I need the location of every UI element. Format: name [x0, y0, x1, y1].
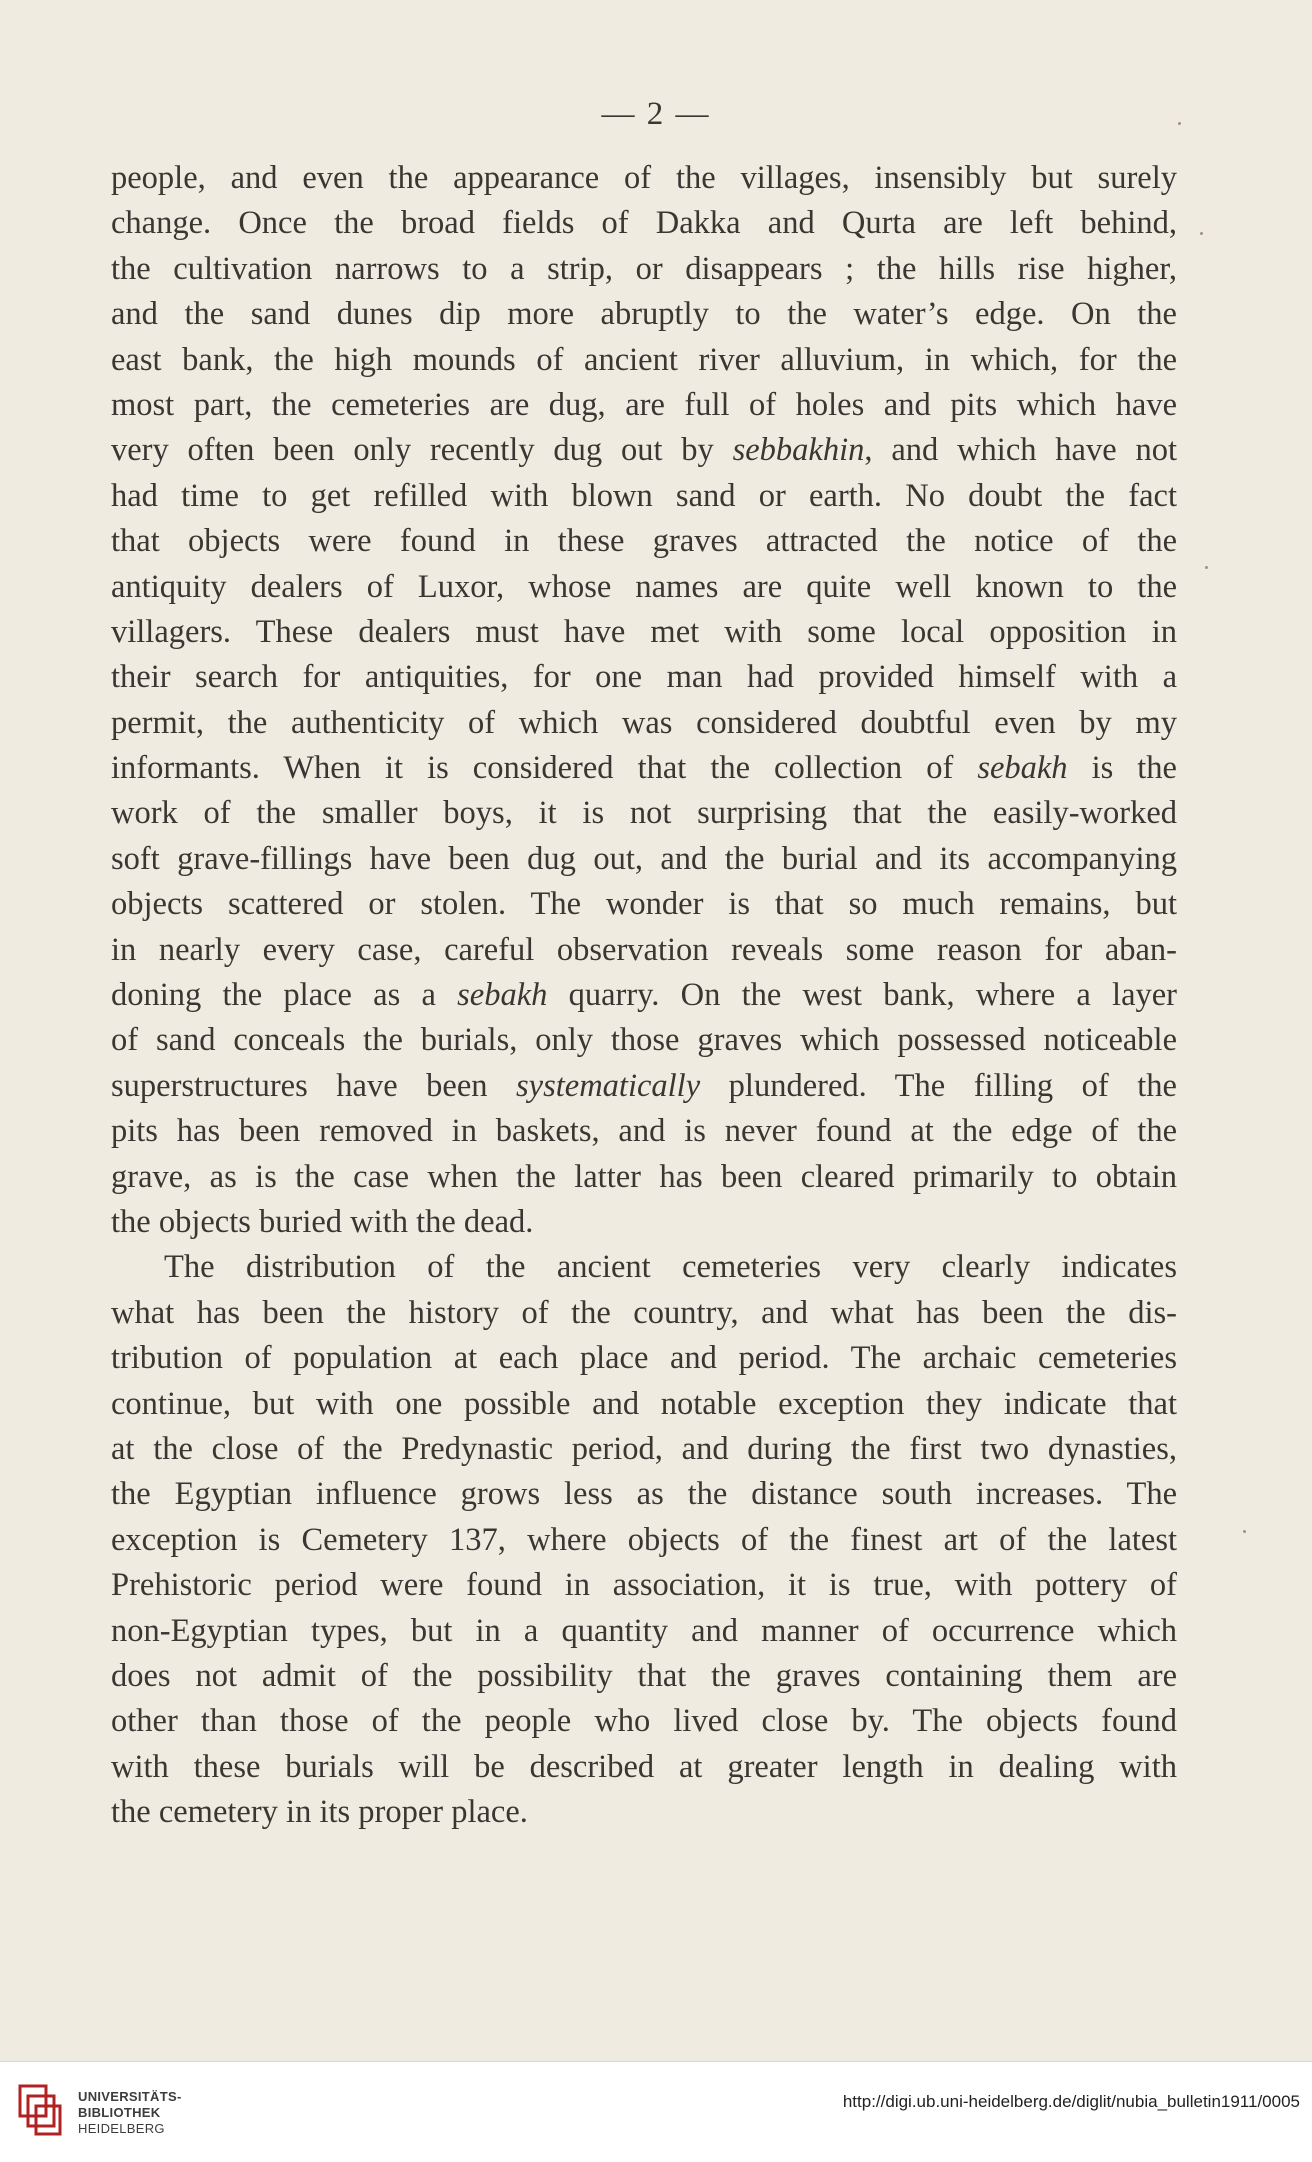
text-line: the cemetery in its proper place. — [111, 1794, 528, 1831]
italic-term: sebakh — [457, 977, 548, 1014]
text-line: permit, the authenticity of which was considered doubtful even by my — [111, 704, 1177, 741]
text-line: the cultivation narrows to a strip, or disappears ; the hills rise higher, — [111, 250, 1177, 287]
text-line: people, and even the appearance of the villages, insensibly but surely — [111, 160, 1177, 196]
viewer-footer — [0, 2061, 1312, 2162]
text-line: pits has been removed in baskets, and is never found at the edge of the — [111, 1113, 1177, 1150]
university-library-logo-icon[interactable] — [18, 2082, 64, 2138]
text-line: and the sand dunes dip more abruptly to the water’s edge. On the — [111, 296, 1177, 333]
text-line: other than those of the people who lived close by. The objects found — [111, 1703, 1177, 1740]
text-line: at the close of the Predynastic period, and during the first two dynasties, — [111, 1430, 1177, 1467]
text-line: tribution of population at each place and period. The archaic cemeteries — [111, 1340, 1177, 1377]
text-line: the objects buried with the dead. — [111, 1203, 534, 1240]
paper-speck — [1205, 566, 1208, 569]
text-line: grave, as is the case when the latter has been cleared primarily to obtain — [111, 1158, 1177, 1195]
text-line: that objects were found in these graves attracted the notice of the — [111, 523, 1177, 560]
text-line: objects scattered or stolen. The wonder is that so much remains, but — [111, 886, 1177, 923]
text-line — [111, 1064, 1177, 1109]
text-segment: plundered. The filling of the — [700, 1067, 1177, 1104]
body-text — [111, 156, 1177, 1835]
text-line: what has been the history of the country, and what has been the dis- — [111, 1294, 1177, 1331]
library-name-line: UNIVERSITÄTS- — [78, 2089, 182, 2104]
text-line: their search for antiquities, for one man had provided himself with a — [111, 659, 1177, 696]
paper-speck — [1200, 232, 1203, 235]
text-line: does not admit of the possibility that the graves containing them are — [111, 1657, 1177, 1694]
text-segment: doning the place as a — [111, 977, 458, 1014]
text-line: in nearly every case, careful observation reveals some reason for aban- — [111, 931, 1177, 968]
text-line: most part, the cemeteries are dug, are full of holes and pits which have — [111, 386, 1177, 423]
text-line: east bank, the high mounds of ancient river alluvium, in which, for the — [111, 341, 1177, 378]
text-segment: very often been only recently dug out by — [111, 432, 733, 469]
italic-term: sebbakhin — [732, 432, 865, 469]
text-line — [111, 746, 1177, 791]
page-number: — 2 — — [601, 96, 711, 132]
text-line: work of the smaller boys, it is not surprising that the easily-worked — [111, 795, 1177, 832]
paper-speck — [1243, 1530, 1246, 1533]
text-line: villagers. These dealers must have met with some local opposition in — [111, 613, 1177, 650]
text-segment: is the — [1067, 750, 1177, 787]
text-line: the Egyptian influence grows less as the distance south increases. The — [111, 1476, 1177, 1513]
paper-speck — [1178, 122, 1181, 125]
text-line: The distribution of the ancient cemeteries very clearly indicates — [164, 1249, 1177, 1286]
text-line: of sand conceals the burials, only those graves which possessed noticeable — [111, 1022, 1177, 1059]
text-line: soft grave-fillings have been dug out, and the burial and its accompanying — [111, 840, 1177, 877]
text-line: Prehistoric period were found in association, it is true, with pottery of — [111, 1567, 1177, 1604]
text-line: antiquity dealers of Luxor, whose names are quite well known to the — [111, 568, 1177, 605]
text-segment: , and which have not — [864, 432, 1178, 469]
text-line — [111, 973, 1177, 1018]
italic-term: sebakh — [977, 750, 1068, 787]
text-line: continue, but with one possible and notable exception they indicate that — [111, 1385, 1177, 1422]
library-name — [78, 2089, 182, 2137]
text-segment: informants. When it is considered that the collection of — [111, 750, 978, 787]
text-line: non-Egyptian types, but in a quantity and manner of occurrence which — [111, 1612, 1177, 1649]
text-line: had time to get refilled with blown sand or earth. No doubt the fact — [111, 477, 1177, 514]
permalink-url[interactable]: http://digi.ub.uni-heidelberg.de/diglit/nubia_bulletin1911/0005 — [842, 2092, 1300, 2111]
library-name-line: BIBLIOTHEK — [78, 2105, 161, 2120]
text-line: with these burials will be described at greater length in dealing with — [111, 1748, 1177, 1785]
library-name-line: HEIDELBERG — [78, 2121, 165, 2136]
text-line — [111, 428, 1177, 473]
text-segment: superstructures have been — [111, 1067, 517, 1104]
italic-term: systematically — [516, 1067, 701, 1104]
text-line: exception is Cemetery 137, where objects of the finest art of the latest — [111, 1521, 1177, 1558]
text-segment: quarry. On the west bank, where a layer — [547, 977, 1177, 1014]
text-line: change. Once the broad fields of Dakka and Qurta are left behind, — [111, 205, 1177, 242]
